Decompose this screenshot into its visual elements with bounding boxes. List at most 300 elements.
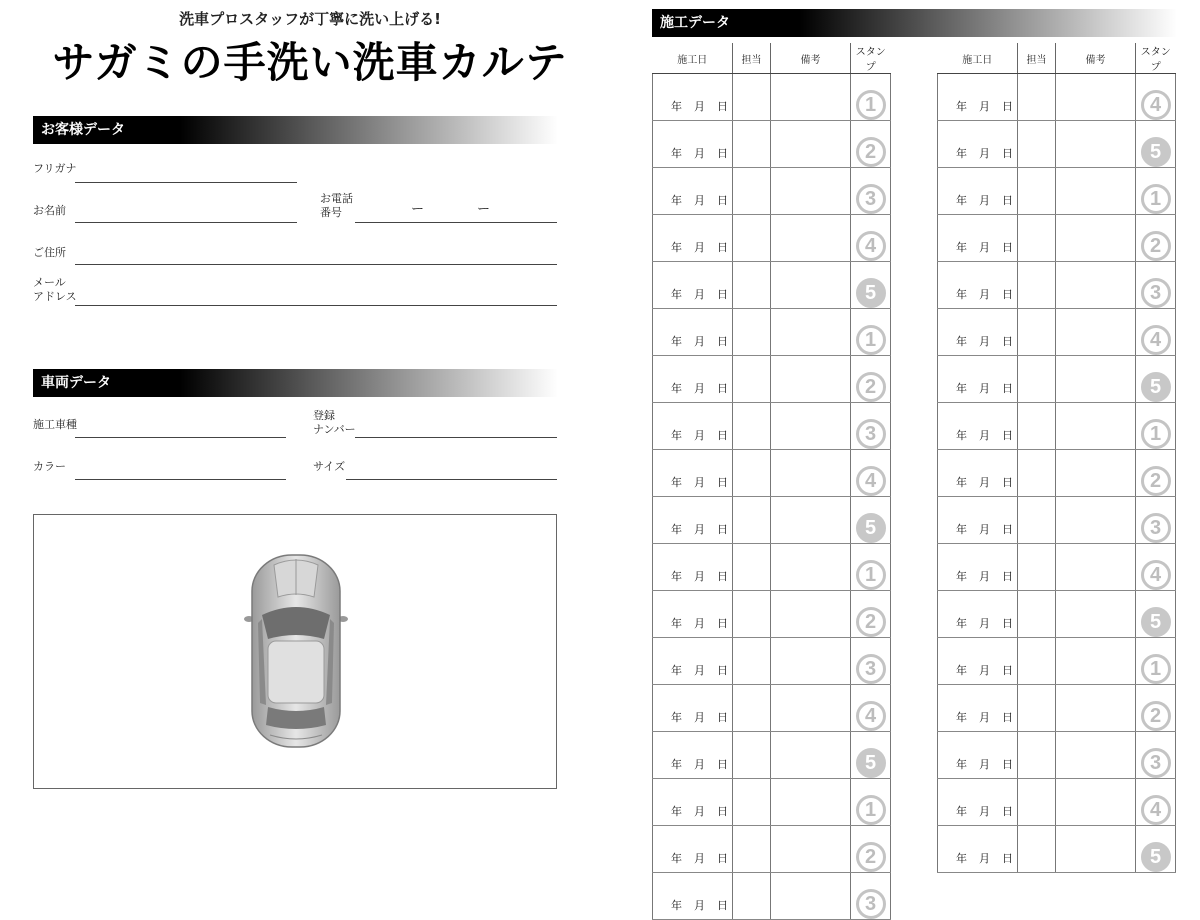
notes-cell[interactable] [1056,121,1136,168]
date-unit: 年 [671,523,682,536]
date-cell[interactable] [653,591,733,638]
table-row [938,121,1176,168]
stamp-cell[interactable] [851,779,891,826]
notes-cell[interactable] [1056,779,1136,826]
notes-cell[interactable] [771,873,851,920]
stamp-cell[interactable] [1136,544,1176,591]
staff-cell[interactable] [733,591,771,638]
table-row [653,779,891,826]
stamp-cell[interactable] [851,685,891,732]
stamp-number-icon: 3 [1141,748,1171,778]
stamp-number-icon: 1 [1141,654,1171,684]
notes-cell[interactable] [1056,74,1136,121]
stamp-number-icon: 4 [856,701,886,731]
plate-label-line2: ナンバー [313,423,356,436]
date-unit: 日 [717,899,728,912]
table-row [938,168,1176,215]
date-unit: 月 [694,617,705,630]
date-unit: 日 [717,147,728,160]
column-date: 施工日 [653,43,733,74]
car-top-view-icon [34,515,556,788]
notes-cell[interactable] [1056,356,1136,403]
stamp-cell[interactable] [851,356,891,403]
date-unit: 日 [1002,711,1013,724]
column-stamp: スタンプ [1136,43,1176,74]
date-unit: 月 [694,805,705,818]
date-unit: 月 [694,711,705,724]
stamp-number-icon: 4 [1141,325,1171,355]
date-unit: 日 [1002,758,1013,771]
stamp-number-icon: 4 [856,466,886,496]
table-row [938,544,1176,591]
stamp-number-icon: 3 [856,889,886,919]
stamp-cell[interactable] [1136,779,1176,826]
size-label: サイズ [313,460,346,473]
date-unit: 年 [956,570,967,583]
stamp-number-icon: 5 [1141,842,1171,872]
phone-dash-2: ー [477,202,491,217]
stamp-cell[interactable] [851,262,891,309]
table-row [938,638,1176,685]
date-unit: 月 [694,288,705,301]
column-date: 施工日 [938,43,1018,74]
notes-cell[interactable] [1056,450,1136,497]
date-cell[interactable] [938,403,1018,450]
staff-cell[interactable] [733,732,771,779]
date-cell[interactable] [938,591,1018,638]
stamp-cell[interactable] [851,168,891,215]
date-unit: 月 [694,852,705,865]
date-cell[interactable] [653,873,733,920]
notes-cell[interactable] [771,826,851,873]
date-cell[interactable] [938,732,1018,779]
date-unit: 日 [1002,194,1013,207]
date-cell[interactable] [653,168,733,215]
stamp-cell[interactable] [1136,638,1176,685]
date-unit: 年 [671,147,682,160]
date-unit: 日 [1002,429,1013,442]
date-unit: 日 [717,241,728,254]
date-unit: 年 [671,664,682,677]
stamp-number-icon: 1 [856,325,886,355]
staff-cell[interactable] [733,685,771,732]
notes-cell[interactable] [1056,638,1136,685]
staff-cell[interactable] [1018,497,1056,544]
date-unit: 年 [671,570,682,583]
table-row [653,638,891,685]
date-unit: 年 [956,100,967,113]
date-cell[interactable] [653,450,733,497]
notes-cell[interactable] [771,262,851,309]
date-unit: 日 [717,335,728,348]
staff-cell[interactable] [733,356,771,403]
stamp-cell[interactable] [851,873,891,920]
date-unit: 年 [671,100,682,113]
table-row [653,403,891,450]
date-unit: 年 [956,147,967,160]
date-unit: 日 [717,100,728,113]
staff-cell[interactable] [1018,168,1056,215]
stamp-cell[interactable] [851,121,891,168]
staff-cell[interactable] [733,121,771,168]
stamp-number-icon: 2 [1141,231,1171,261]
date-cell[interactable] [938,450,1018,497]
notes-cell[interactable] [771,168,851,215]
date-unit: 日 [1002,523,1013,536]
page-title: サガミの手洗い洗車カルテ [52,38,568,87]
staff-cell[interactable] [1018,732,1056,779]
table-row [653,74,891,121]
staff-cell[interactable] [1018,121,1056,168]
work-table-left [652,43,891,920]
table-row [653,356,891,403]
address-field[interactable] [75,264,557,265]
notes-cell[interactable] [1056,544,1136,591]
date-cell[interactable] [653,685,733,732]
date-unit: 日 [717,476,728,489]
staff-cell[interactable] [1018,403,1056,450]
notes-cell[interactable] [1056,591,1136,638]
staff-cell[interactable] [1018,309,1056,356]
date-unit: 月 [979,852,990,865]
email-field[interactable] [75,305,557,306]
table-row [938,826,1176,873]
notes-cell[interactable] [1056,215,1136,262]
table-row [653,544,891,591]
date-cell[interactable] [653,309,733,356]
car-diagram-box[interactable] [33,514,557,789]
stamp-cell[interactable] [851,638,891,685]
date-cell[interactable] [653,638,733,685]
color-label: カラー [33,460,66,473]
staff-cell[interactable] [733,403,771,450]
stamp-cell[interactable] [851,497,891,544]
stamp-cell[interactable] [851,74,891,121]
table-row [653,685,891,732]
date-cell[interactable] [938,74,1018,121]
notes-cell[interactable] [771,638,851,685]
stamp-cell[interactable] [851,309,891,356]
model-label: 施工車種 [33,418,77,431]
staff-cell[interactable] [733,309,771,356]
notes-cell[interactable] [771,450,851,497]
staff-cell[interactable] [1018,779,1056,826]
plate-label [313,409,356,437]
stamp-cell[interactable] [851,215,891,262]
stamp-cell[interactable] [1136,74,1176,121]
date-unit: 日 [1002,570,1013,583]
date-unit: 月 [694,382,705,395]
notes-cell[interactable] [1056,262,1136,309]
table-row [653,732,891,779]
date-unit: 月 [979,758,990,771]
stamp-number-icon: 4 [1141,795,1171,825]
date-unit: 年 [956,288,967,301]
staff-cell[interactable] [733,450,771,497]
staff-cell[interactable] [733,215,771,262]
date-cell[interactable] [938,356,1018,403]
stamp-cell[interactable] [851,591,891,638]
notes-cell[interactable] [771,497,851,544]
date-cell[interactable] [938,121,1018,168]
staff-cell[interactable] [733,544,771,591]
stamp-number-icon: 2 [1141,466,1171,496]
table-row [938,591,1176,638]
notes-cell[interactable] [1056,732,1136,779]
date-unit: 年 [956,523,967,536]
table-row [938,403,1176,450]
date-unit: 日 [717,852,728,865]
notes-cell[interactable] [771,74,851,121]
date-unit: 月 [979,194,990,207]
stamp-cell[interactable] [1136,591,1176,638]
date-unit: 日 [717,711,728,724]
name-field[interactable] [75,222,297,223]
date-unit: 日 [717,664,728,677]
date-cell[interactable] [938,638,1018,685]
date-unit: 年 [671,758,682,771]
work-section-header: 施工データ [652,9,1177,37]
stamp-cell[interactable] [1136,215,1176,262]
date-cell[interactable] [653,356,733,403]
staff-cell[interactable] [1018,74,1056,121]
stamp-number-icon: 2 [856,137,886,167]
date-cell[interactable] [653,121,733,168]
notes-cell[interactable] [771,121,851,168]
notes-cell[interactable] [771,309,851,356]
column-notes: 備考 [1056,43,1136,74]
date-unit: 日 [1002,664,1013,677]
model-field[interactable] [75,437,286,438]
staff-cell[interactable] [733,779,771,826]
date-unit: 日 [1002,147,1013,160]
stamp-cell[interactable] [851,403,891,450]
notes-cell[interactable] [1056,826,1136,873]
date-unit: 月 [979,100,990,113]
notes-cell[interactable] [771,685,851,732]
date-unit: 月 [979,805,990,818]
date-unit: 月 [694,194,705,207]
date-unit: 年 [671,852,682,865]
stamp-cell[interactable] [851,544,891,591]
stamp-number-icon: 5 [1141,607,1171,637]
stamp-number-icon: 3 [856,654,886,684]
stamp-cell[interactable] [1136,403,1176,450]
staff-cell[interactable] [733,74,771,121]
stamp-number-icon: 5 [1141,137,1171,167]
table-row [938,497,1176,544]
staff-cell[interactable] [1018,544,1056,591]
stamp-cell[interactable] [1136,450,1176,497]
date-cell[interactable] [938,215,1018,262]
date-unit: 日 [1002,852,1013,865]
date-unit: 月 [979,664,990,677]
staff-cell[interactable] [733,262,771,309]
date-unit: 月 [694,523,705,536]
stamp-number-icon: 1 [856,795,886,825]
notes-cell[interactable] [1056,168,1136,215]
size-field[interactable] [346,479,557,480]
date-cell[interactable] [653,403,733,450]
staff-cell[interactable] [1018,591,1056,638]
date-unit: 年 [671,476,682,489]
stamp-number-icon: 2 [856,842,886,872]
table-row [653,168,891,215]
date-unit: 年 [671,288,682,301]
date-unit: 年 [671,617,682,630]
stamp-cell[interactable] [1136,732,1176,779]
date-cell[interactable] [653,215,733,262]
notes-cell[interactable] [771,544,851,591]
date-unit: 月 [694,147,705,160]
stamp-number-icon: 3 [1141,513,1171,543]
plate-field[interactable] [355,437,557,438]
date-cell[interactable] [938,309,1018,356]
staff-cell[interactable] [733,873,771,920]
staff-cell[interactable] [1018,685,1056,732]
notes-cell[interactable] [1056,497,1136,544]
stamp-cell[interactable] [851,826,891,873]
date-cell[interactable] [653,262,733,309]
stamp-number-icon: 5 [856,278,886,308]
stamp-cell[interactable] [1136,309,1176,356]
table-row [938,450,1176,497]
notes-cell[interactable] [771,591,851,638]
date-unit: 月 [694,570,705,583]
date-unit: 月 [694,100,705,113]
stamp-number-icon: 2 [856,607,886,637]
staff-cell[interactable] [1018,826,1056,873]
furigana-label: フリガナ [33,162,77,175]
date-cell[interactable] [653,497,733,544]
date-unit: 日 [717,570,728,583]
stamp-number-icon: 1 [1141,419,1171,449]
date-unit: 月 [979,711,990,724]
furigana-field[interactable] [75,182,297,183]
staff-cell[interactable] [733,497,771,544]
staff-cell[interactable] [1018,356,1056,403]
notes-cell[interactable] [1056,685,1136,732]
date-unit: 年 [671,335,682,348]
notes-cell[interactable] [771,779,851,826]
date-unit: 日 [1002,476,1013,489]
stamp-cell[interactable] [1136,168,1176,215]
phone-field[interactable] [355,222,557,223]
email-label-line1: メール [33,276,66,289]
stamp-cell[interactable] [1136,685,1176,732]
stamp-number-icon: 1 [1141,184,1171,214]
date-unit: 日 [717,382,728,395]
staff-cell[interactable] [1018,450,1056,497]
date-unit: 年 [956,852,967,865]
date-unit: 日 [1002,805,1013,818]
email-label [33,276,77,304]
table-row [938,215,1176,262]
staff-cell[interactable] [733,826,771,873]
staff-cell[interactable] [733,638,771,685]
notes-cell[interactable] [771,403,851,450]
date-cell[interactable] [653,544,733,591]
table-row [653,873,891,920]
date-unit: 年 [671,241,682,254]
phone-label-line1: お電話 [320,192,353,205]
date-unit: 月 [694,335,705,348]
date-unit: 日 [717,288,728,301]
date-unit: 年 [956,241,967,254]
stamp-number-icon: 4 [856,231,886,261]
date-cell[interactable] [938,826,1018,873]
date-cell[interactable] [938,685,1018,732]
date-unit: 月 [694,476,705,489]
stamp-number-icon: 5 [1141,372,1171,402]
table-row [653,215,891,262]
staff-cell[interactable] [733,168,771,215]
stamp-cell[interactable] [851,732,891,779]
date-unit: 日 [1002,382,1013,395]
date-unit: 日 [717,429,728,442]
staff-cell[interactable] [1018,215,1056,262]
table-row [653,450,891,497]
date-cell[interactable] [938,262,1018,309]
date-unit: 月 [979,617,990,630]
stamp-number-icon: 2 [856,372,886,402]
table-row [653,826,891,873]
date-unit: 日 [717,523,728,536]
date-unit: 月 [694,664,705,677]
staff-cell[interactable] [1018,638,1056,685]
date-unit: 日 [1002,335,1013,348]
notes-cell[interactable] [771,215,851,262]
stamp-cell[interactable] [1136,121,1176,168]
staff-cell[interactable] [1018,262,1056,309]
stamp-cell[interactable] [851,450,891,497]
notes-cell[interactable] [1056,403,1136,450]
phone-dash-1: ー [411,202,425,217]
date-cell[interactable] [653,74,733,121]
date-unit: 日 [1002,100,1013,113]
notes-cell[interactable] [771,732,851,779]
date-cell[interactable] [938,497,1018,544]
table-row [653,309,891,356]
stamp-number-icon: 1 [856,560,886,590]
date-unit: 年 [956,758,967,771]
date-unit: 日 [717,194,728,207]
date-cell[interactable] [938,544,1018,591]
stamp-number-icon: 4 [1141,90,1171,120]
color-field[interactable] [75,479,286,480]
stamp-cell[interactable] [1136,262,1176,309]
address-label: ご住所 [33,246,66,259]
date-unit: 月 [694,241,705,254]
stamp-cell[interactable] [1136,356,1176,403]
work-table-right [937,43,1176,873]
date-unit: 年 [956,664,967,677]
date-unit: 月 [979,476,990,489]
stamp-cell[interactable] [1136,497,1176,544]
date-cell[interactable] [653,826,733,873]
date-cell[interactable] [653,779,733,826]
notes-cell[interactable] [1056,309,1136,356]
date-unit: 月 [979,382,990,395]
date-unit: 月 [694,429,705,442]
stamp-cell[interactable] [1136,826,1176,873]
date-cell[interactable] [653,732,733,779]
plate-label-line1: 登録 [313,409,335,422]
date-cell[interactable] [938,779,1018,826]
date-unit: 日 [717,617,728,630]
notes-cell[interactable] [771,356,851,403]
date-cell[interactable] [938,168,1018,215]
